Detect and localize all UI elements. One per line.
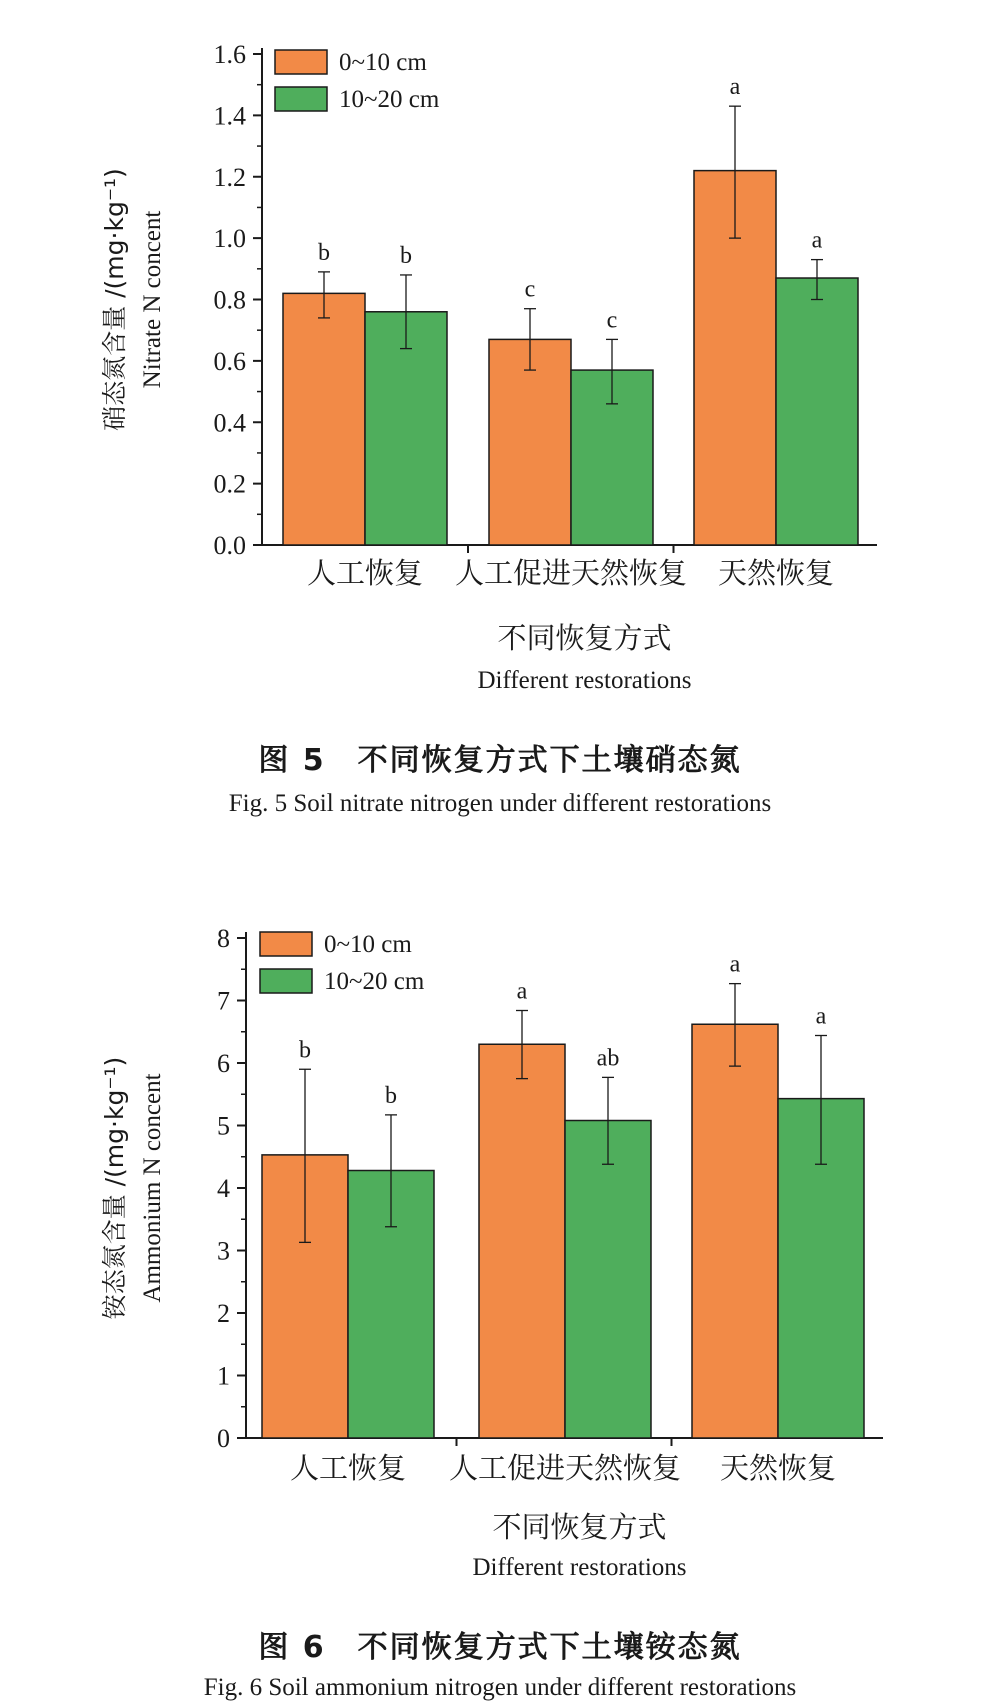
legend-swatch bbox=[260, 969, 312, 993]
y-tick-label: 2 bbox=[217, 1299, 230, 1328]
significance-letter: b bbox=[400, 242, 412, 269]
bar bbox=[479, 1044, 565, 1438]
significance-letter: ab bbox=[596, 1045, 620, 1072]
y-tick-label: 1 bbox=[217, 1361, 230, 1391]
figure-6-caption-cn: 图 6 不同恢复方式下土壤铵态氮 bbox=[258, 1630, 742, 1665]
y-tick-label: 0 bbox=[217, 1424, 230, 1453]
y-tick-label: 4 bbox=[217, 1174, 230, 1203]
y-tick-label: 0.2 bbox=[213, 469, 246, 499]
x-category-label: 人工恢复 bbox=[289, 1451, 407, 1485]
legend-swatch bbox=[275, 50, 327, 74]
y-tick-label: 5 bbox=[217, 1111, 230, 1141]
y-tick-label: 1.4 bbox=[213, 101, 246, 131]
y-axis-title-en: Nitrate N concent bbox=[139, 210, 166, 389]
significance-letter: b bbox=[385, 1082, 397, 1109]
x-axis-title-cn: 不同恢复方式 bbox=[492, 1510, 667, 1544]
y-tick-label: 1.2 bbox=[213, 162, 246, 192]
y-tick-label: 1.0 bbox=[213, 224, 246, 254]
y-tick-label: 0.6 bbox=[213, 346, 246, 376]
x-category-label: 天然恢复 bbox=[719, 1451, 837, 1485]
figure-6 bbox=[0, 870, 1000, 1704]
legend-label: 0~10 cm bbox=[324, 931, 412, 958]
x-axis-title-en: Different restorations bbox=[472, 1554, 687, 1581]
bar bbox=[692, 1024, 778, 1438]
significance-letter: b bbox=[318, 239, 330, 266]
figure-5-caption-en: Fig. 5 Soil nitrate nitrogen under different restorations bbox=[228, 790, 772, 817]
nitrate-chart bbox=[0, 0, 1000, 700]
ammonium-chart bbox=[0, 870, 1000, 1581]
legend-swatch bbox=[260, 932, 312, 956]
y-tick-label: 7 bbox=[217, 986, 230, 1016]
y-tick-label: 0.8 bbox=[213, 285, 246, 315]
x-category-label: 天然恢复 bbox=[717, 556, 835, 590]
significance-letter: a bbox=[516, 978, 528, 1005]
y-tick-label: 3 bbox=[217, 1236, 230, 1266]
legend-label: 0~10 cm bbox=[339, 49, 427, 76]
bar bbox=[283, 293, 365, 545]
y-tick-label: 0.4 bbox=[213, 408, 246, 438]
significance-letter: c bbox=[524, 276, 536, 303]
figure-5 bbox=[0, 0, 1000, 830]
y-axis-title-cn: 硝态氮含量 /(mg·kg⁻¹) bbox=[100, 168, 129, 431]
y-tick-label: 0.0 bbox=[213, 531, 246, 560]
significance-letter: c bbox=[606, 307, 618, 334]
legend-label: 10~20 cm bbox=[339, 86, 440, 113]
x-axis-title-cn: 不同恢复方式 bbox=[497, 621, 672, 655]
bar bbox=[776, 278, 858, 545]
figure-5-caption-cn: 图 5 不同恢复方式下土壤硝态氮 bbox=[258, 743, 742, 778]
bar bbox=[565, 1121, 651, 1439]
y-tick-label: 8 bbox=[217, 924, 230, 953]
x-category-label: 人工促进天然恢复 bbox=[448, 1451, 682, 1485]
significance-letter: b bbox=[299, 1037, 311, 1064]
significance-letter: a bbox=[729, 74, 741, 101]
legend-label: 10~20 cm bbox=[324, 968, 425, 995]
significance-letter: a bbox=[811, 227, 823, 254]
figure-6-caption-en: Fig. 6 Soil ammonium nitrogen under different restorations bbox=[203, 1674, 797, 1701]
y-tick-label: 6 bbox=[217, 1049, 230, 1078]
y-tick-label: 1.6 bbox=[213, 40, 246, 69]
x-category-label: 人工恢复 bbox=[306, 556, 424, 590]
x-category-label: 人工促进天然恢复 bbox=[454, 556, 688, 590]
y-axis-title-en: Ammonium N concent bbox=[139, 1073, 166, 1303]
legend-swatch bbox=[275, 87, 327, 111]
significance-letter: a bbox=[729, 951, 741, 978]
x-axis-title-en: Different restorations bbox=[477, 667, 692, 694]
significance-letter: a bbox=[815, 1003, 827, 1030]
y-axis-title-cn: 铵态氮含量 /(mg·kg⁻¹) bbox=[100, 1056, 129, 1320]
